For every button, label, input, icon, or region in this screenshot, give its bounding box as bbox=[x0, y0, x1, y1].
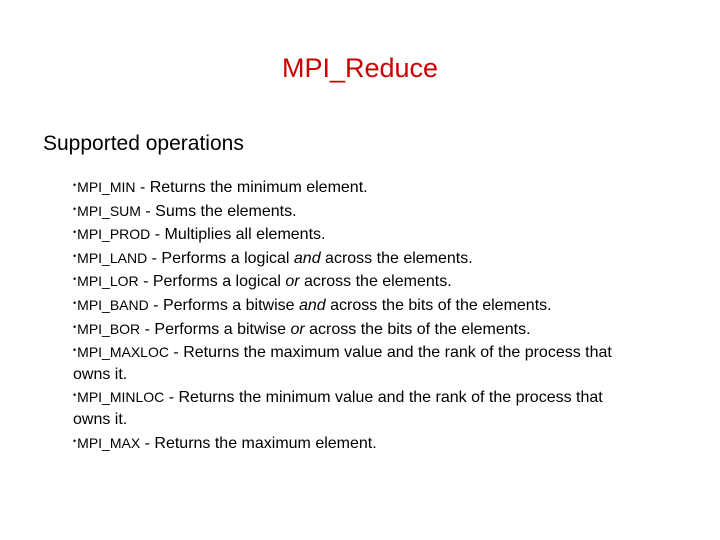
operation-name: MPI_MAXLOC bbox=[77, 344, 169, 361]
section-heading: Supported operations bbox=[43, 132, 244, 155]
bullet-icon: • bbox=[73, 390, 77, 401]
bullet-icon: • bbox=[73, 274, 77, 285]
bullet-icon: • bbox=[73, 203, 77, 214]
list-item bbox=[73, 385, 633, 430]
operation-description: - Performs a logical bbox=[138, 273, 286, 291]
list-item bbox=[73, 293, 633, 317]
operation-description-end: across the bits of the elements. bbox=[325, 296, 552, 314]
operation-description: - Performs a logical bbox=[147, 249, 294, 267]
operation-description: - Returns the minimum value and the rank of the process that owns it. bbox=[73, 389, 603, 428]
operation-emphasis: and bbox=[293, 249, 321, 267]
operation-emphasis: and bbox=[299, 296, 326, 314]
operation-name: MPI_MIN bbox=[77, 179, 136, 195]
operation-name: MPI_BAND bbox=[77, 296, 149, 313]
operation-name: MPI_PROD bbox=[77, 226, 151, 243]
operation-description: - Performs a bitwise bbox=[140, 320, 291, 338]
operation-name: MPI_LAND bbox=[77, 249, 148, 266]
operation-name: MPI_SUM bbox=[77, 202, 141, 219]
list-item bbox=[73, 222, 633, 246]
operation-description: - Returns the maximum value and the rank of the process that owns it. bbox=[73, 344, 612, 383]
list-item bbox=[73, 175, 633, 199]
list-item bbox=[73, 199, 633, 223]
operation-emphasis: or bbox=[285, 273, 300, 291]
operation-description: - Multiplies all elements. bbox=[150, 226, 326, 244]
operation-name: MPI_MINLOC bbox=[77, 389, 165, 406]
operation-description-end: across the elements. bbox=[299, 273, 452, 291]
operation-description: - Returns the maximum element. bbox=[140, 434, 377, 452]
operation-description: - Performs a bitwise bbox=[148, 296, 299, 314]
operation-name: MPI_BOR bbox=[77, 320, 141, 337]
list-item bbox=[73, 431, 633, 455]
list-item bbox=[73, 340, 633, 385]
bullet-icon: • bbox=[73, 250, 77, 261]
page-title bbox=[0, 50, 720, 86]
operation-name: MPI_LOR bbox=[77, 273, 139, 290]
list-item bbox=[73, 317, 633, 341]
operation-name: MPI_MAX bbox=[77, 434, 141, 451]
operation-description: - Sums the elements. bbox=[140, 202, 297, 220]
bullet-icon: • bbox=[73, 321, 77, 332]
operations-list bbox=[73, 175, 633, 454]
operation-description-end: across the elements. bbox=[320, 249, 473, 267]
operation-description: - Returns the minimum element. bbox=[135, 179, 368, 196]
bullet-icon: • bbox=[73, 297, 77, 308]
bullet-icon: • bbox=[73, 227, 77, 238]
bullet-icon: • bbox=[73, 345, 77, 356]
title-text: MPI_Reduce bbox=[281, 53, 439, 83]
bullet-icon: • bbox=[73, 180, 77, 190]
operation-emphasis: or bbox=[290, 320, 305, 338]
operation-description-end: across the bits of the elements. bbox=[304, 320, 531, 338]
bullet-icon: • bbox=[73, 435, 77, 446]
list-item bbox=[73, 246, 633, 270]
list-item bbox=[73, 269, 633, 293]
